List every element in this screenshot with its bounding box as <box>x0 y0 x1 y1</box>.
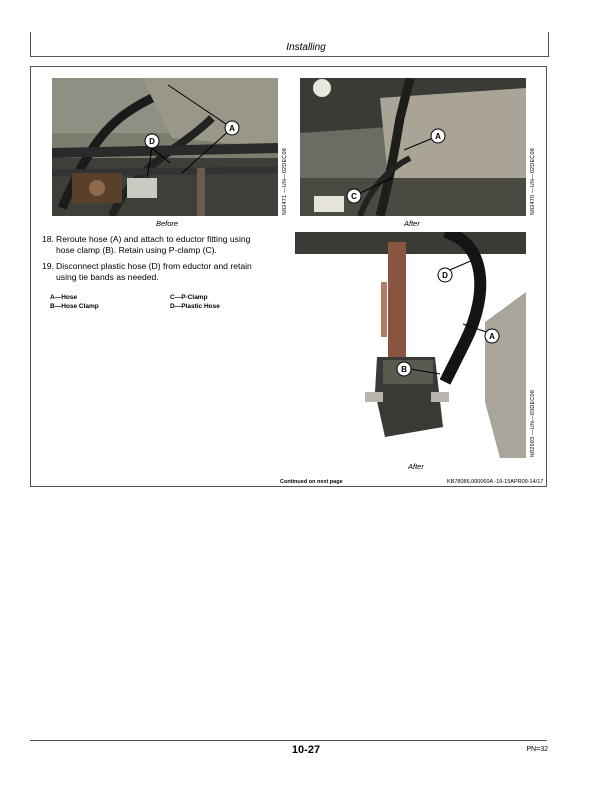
callout-a: A <box>229 124 235 133</box>
callout-c: C <box>351 192 357 201</box>
pn-label: PN=32 <box>526 746 548 753</box>
callout-d-bottom: D <box>442 271 448 280</box>
after-top-photo-code: N82470 —UN—02DEC08 <box>530 148 536 216</box>
after-bottom-photo <box>295 232 526 458</box>
after-bottom-caption: After <box>408 462 424 471</box>
legend-left <box>50 294 99 311</box>
before-photo-code: N82471 —UN—02DEC08 <box>282 148 288 216</box>
after-top-photo <box>300 78 526 216</box>
doc-id: KB78086,000060A -19-15APR09-14/17 <box>447 479 544 485</box>
step-19: 19. Disconnect plastic hose (D) from eductor and retain using tie bands as needed. <box>42 261 252 282</box>
step-18: 18. Reroute hose (A) and attach to eductor fitting using hose clamp (B). Retain using P-clamp (C). <box>42 234 251 255</box>
callout-d: D <box>149 137 155 146</box>
before-caption: Before <box>156 219 179 228</box>
callout-a-top: A <box>435 132 441 141</box>
after-top-caption: After <box>404 219 420 228</box>
callout-a-bottom: A <box>489 332 495 341</box>
section-title: Installing <box>286 42 326 53</box>
after-bottom-photo-code: N82503 —UN—03DEC08 <box>530 390 536 458</box>
page-number: 10-27 <box>291 744 321 756</box>
callout-b: B <box>401 365 407 374</box>
before-photo <box>52 78 278 216</box>
legend-item: D—Plastic Hose <box>170 302 220 310</box>
legend-right <box>170 294 220 311</box>
legend-item: A—Hose <box>50 294 78 301</box>
continued-note: Continued on next page <box>280 479 343 485</box>
footer-rule <box>30 740 547 741</box>
legend-item: C—P-Clamp <box>170 294 208 301</box>
legend-item: B—Hose Clamp <box>50 302 99 310</box>
